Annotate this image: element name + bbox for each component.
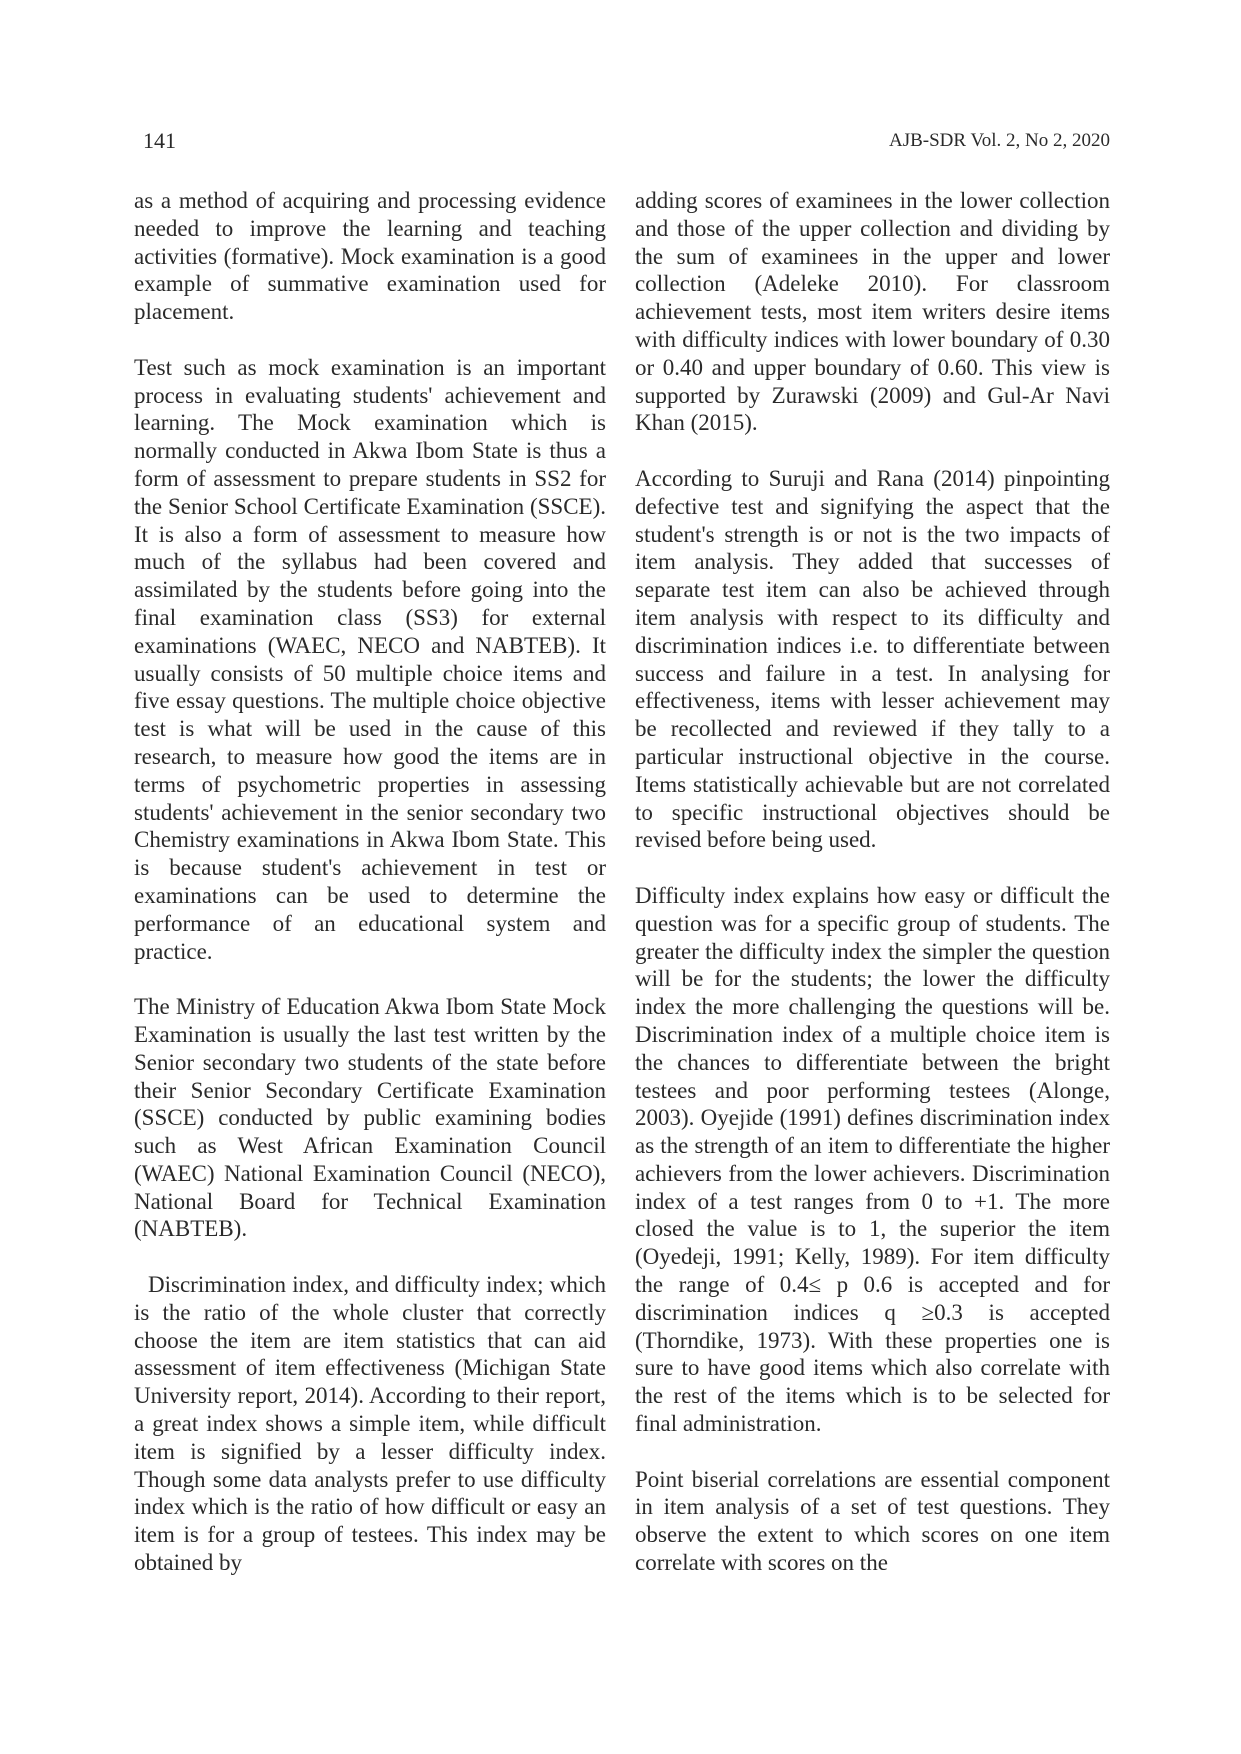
page-header — [143, 128, 1110, 154]
paragraph-mock-examination: Test such as mock examination is an important process in evaluating students' achievement and learning. The Mock examination which is normally conducted in Akwa Ibom State is thus a form of assessment to prepare students in SS2 for the Senior School Certificate Examination (SSCE). It is also a form of assessment to measure how much of the syllabus had been covered and assimilated by the students before going into the final examination class (SS3) for external examinations (WAEC, NECO and NABTEB). It usually consists of 50 multiple choice items and five essay questions. The multiple choice objective test is what will be used in the cause of this research, to measure how good the items are in terms of psychometric properties in assessing students' achievement in the senior secondary two Chemistry examinations in Akwa Ibom State. This is because student's achievement in test or examinations can be used to determine the performance of an educational system and practice. — [134, 354, 606, 964]
left-column — [134, 187, 606, 1577]
paragraph-difficulty-index: Difficulty index explains how easy or difficult the question was for a specific group of students. The greater the difficulty index the simpler the question will be for the students; the lower the difficulty index the more challenging the questions will be. Discrimination index of a multiple choice item is the chances to differentiate between the bright testees and poor performing testees (Alonge, 2003). Oyejide (1991) defines discrimination index as the strength of an item to differentiate the higher achievers from the lower achievers. Discrimination index of a test ranges from 0 to +1. The more closed the value is to 1, the superior the item (Oyedeji, 1991; Kelly, 1989). For item difficulty the range of 0.4≤ p 0.6 is accepted and for discrimination indices q ≥0.3 is accepted (Thorndike, 1973). With these properties one is sure to have good items which also correlate with the rest of the items which is to be selected for final administration. — [635, 882, 1110, 1437]
paragraph-ministry-of-education: The Ministry of Education Akwa Ibom State Mock Examination is usually the last test written by the Senior secondary two students of the state before their Senior Secondary Certificate Examination (SSCE) conducted by public examining bodies such as West African Examination Council (WAEC) National Examination Council (NECO), National Board for Technical Examination (NABTEB). — [134, 994, 606, 1242]
page-number: 141 — [143, 128, 176, 153]
journal-reference: AJB-SDR Vol. 2, No 2, 2020 — [888, 130, 1110, 151]
paragraph-formative-placement: as a method of acquiring and processing evidence needed to improve the learning and teaching activities (formative). Mock examination is a good example of summative examination used for placement. — [134, 188, 606, 325]
paragraph-point-biserial: Point biserial correlations are essential component in item analysis of a set of test questions. They observe the extent to which scores on one item correlate with scores on the — [635, 1466, 1110, 1576]
paragraph-discrimination-difficulty: Discrimination index, and difficulty index; which is the ratio of the whole cluster that correctly choose the item are item statistics that can aid assessment of item effectiveness (Michigan State University report, 2014). According to their report, a great index shows a simple item, while difficult item is signified by a lesser difficulty index. Though some data analysts prefer to use difficulty index which is the ratio of how difficult or easy an item is for a group of testees. This index may be obtained by — [134, 1272, 606, 1576]
paragraph-adding-scores: adding scores of examinees in the lower collection and those of the upper collection and dividing by the sum of examinees in the upper and lower collection (Adeleke 2010). For classroom achievement tests, most item writers desire items with difficulty indices with lower boundary of 0.30 or 0.40 and upper boundary of 0.60. This view is supported by Zurawski (2009) and Gul-Ar Navi Khan (2015). — [635, 188, 1110, 436]
paragraph-suruji-rana: According to Suruji and Rana (2014) pinpointing defective test and signifying the aspect that the student's strength is or not is the two impacts of item analysis. They added that successes of separate test item can also be achieved through item analysis with respect to its difficulty and discrimination indices i.e. to differentiate between success and failure in a test. In analysing for effectiveness, items with lesser achievement may be recollected and reviewed if they tally to a particular instructional objective in the course. Items statistically achievable but are not correlated to specific instructional objectives should be revised before being used. — [635, 465, 1110, 853]
right-column — [635, 187, 1110, 1577]
